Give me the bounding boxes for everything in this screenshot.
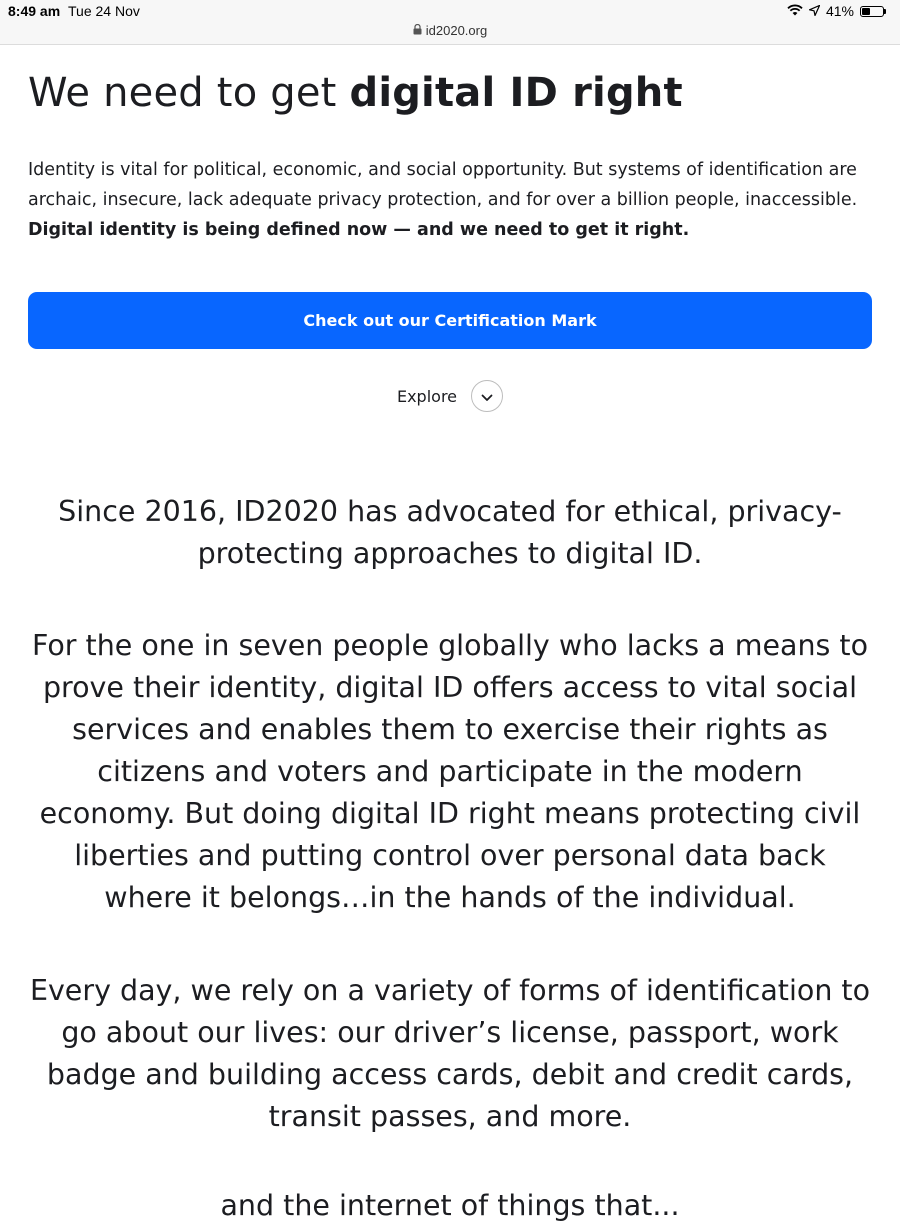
address-bar[interactable] bbox=[0, 22, 900, 45]
access-paragraph: For the one in seven people globally who lacks a means to prove their identity, digital ID offers access to vital social services and enables them to exercise their rights as citizens and voters and participate in the modern economy. But doing digital ID right means protecting civil liberties and putting control over personal data back where it belongs…in the hands of the individual. bbox=[31, 629, 869, 914]
lock-icon bbox=[413, 22, 422, 40]
intro-paragraph bbox=[28, 155, 878, 245]
explore-button[interactable] bbox=[471, 380, 503, 412]
identification-paragraph: Every day, we rely on a variety of forms of identification to go about our lives: our driver’s license, passport, work badge and building access cards, debit and credit cards, transit passes, and more. bbox=[29, 974, 871, 1133]
status-time: 8:49 am bbox=[8, 3, 61, 19]
battery-icon bbox=[860, 6, 886, 17]
location-arrow-icon bbox=[809, 3, 820, 19]
certification-mark-button[interactable]: Check out our Certification Mark bbox=[28, 292, 872, 349]
status-bar bbox=[0, 0, 900, 22]
battery-tip bbox=[884, 9, 886, 14]
wifi-icon bbox=[787, 3, 803, 19]
battery-fill bbox=[862, 8, 870, 15]
title-bold: digital ID right bbox=[349, 70, 683, 116]
explore-link[interactable] bbox=[0, 380, 900, 412]
battery-body bbox=[860, 6, 884, 17]
chevron-down-icon bbox=[481, 387, 493, 406]
title-prefix: We need to get bbox=[28, 70, 350, 116]
intro-text: Identity is vital for political, economic, and social opportunity. But systems of identification are archaic, insecure, lack adequate privacy protection, and for over a billion people, inaccessible. bbox=[28, 160, 858, 210]
url-text: id2020.org bbox=[425, 23, 488, 38]
page-title bbox=[28, 70, 683, 116]
mission-paragraph: Since 2016, ID2020 has advocated for ethical, privacy-protecting approaches to digital ID. bbox=[58, 495, 842, 570]
explore-label: Explore bbox=[396, 386, 458, 406]
intro-bold-text: Digital identity is being defined now — and we need to get it right. bbox=[28, 220, 690, 240]
cutoff-paragraph: and the internet of things that... bbox=[220, 1189, 680, 1222]
battery-percent: 41% bbox=[825, 3, 854, 19]
status-date: Tue 24 Nov bbox=[68, 3, 140, 19]
status-right-group bbox=[787, 3, 886, 19]
